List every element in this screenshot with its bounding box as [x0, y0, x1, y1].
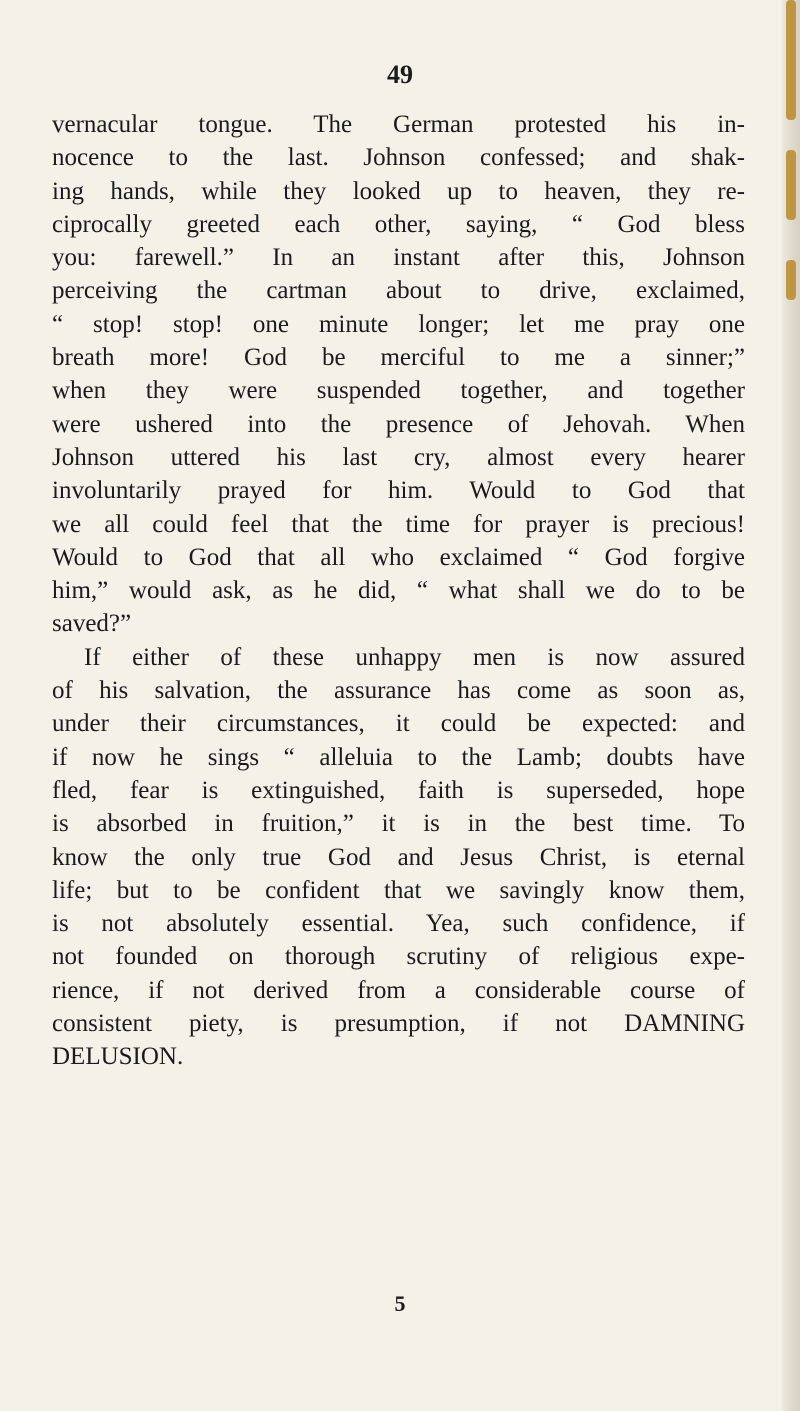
text-line: life; but to be confident that we savingly know them, — [52, 876, 745, 904]
body-text — [52, 108, 745, 1074]
text-line: DELUSION. — [52, 1043, 184, 1071]
text-line: were ushered into the presence of Jehovah. When — [52, 410, 745, 438]
text-line: fled, fear is extinguished, faith is superseded, hope — [52, 776, 745, 804]
text-line: of his salvation, the assurance has come as soon as, — [52, 677, 745, 705]
page-edge-stain — [786, 150, 796, 220]
text-line: know the only true God and Jesus Christ, is eternal — [52, 843, 745, 871]
text-line: rience, if not derived from a considerable course of — [52, 976, 745, 1004]
text-line: under their circumstances, it could be expected: and — [52, 710, 745, 738]
text-line: ing hands, while they looked up to heaven, they re- — [52, 177, 745, 205]
page-edge — [782, 0, 800, 1411]
text-line: perceiving the cartman about to drive, exclaimed, — [52, 277, 745, 305]
page-edge-stain — [786, 260, 796, 300]
text-line: If either of these unhappy men is now assured — [84, 643, 745, 671]
text-line: is not absolutely essential. Yea, such confidence, if — [52, 910, 745, 938]
text-line: breath more! God be merciful to me a sinner;” — [52, 344, 745, 372]
text-line: saved?” — [52, 610, 132, 638]
text-line: if now he sings “ alleluia to the Lamb; doubts have — [52, 743, 745, 771]
text-line: we all could feel that the time for prayer is precious! — [52, 510, 745, 538]
text-line: him,” would ask, as he did, “ what shall we do to be — [52, 577, 745, 605]
text-line: you: farewell.” In an instant after this, Johnson — [52, 244, 745, 272]
text-line: involuntarily prayed for him. Would to God that — [52, 477, 745, 505]
text-line: is absorbed in fruition,” it is in the best time. To — [52, 810, 745, 838]
text-line: when they were suspended together, and together — [52, 377, 745, 405]
text-line: consistent piety, is presumption, if not DAMNING — [52, 1010, 745, 1038]
signature-mark: 5 — [394, 1291, 406, 1316]
text-line: not founded on thorough scrutiny of religious expe- — [52, 943, 745, 971]
text-line: Johnson uttered his last cry, almost every hearer — [52, 443, 745, 471]
text-line: ciprocally greeted each other, saying, “ God bless — [52, 210, 745, 238]
text-line: Would to God that all who exclaimed “ God forgive — [52, 543, 745, 571]
text-line: “ stop! stop! one minute longer; let me pray one — [52, 310, 745, 338]
text-line: nocence to the last. Johnson confessed; and shak- — [52, 144, 745, 172]
page-number: 49 — [387, 60, 413, 89]
text-line: vernacular tongue. The German protested his in- — [52, 111, 745, 138]
